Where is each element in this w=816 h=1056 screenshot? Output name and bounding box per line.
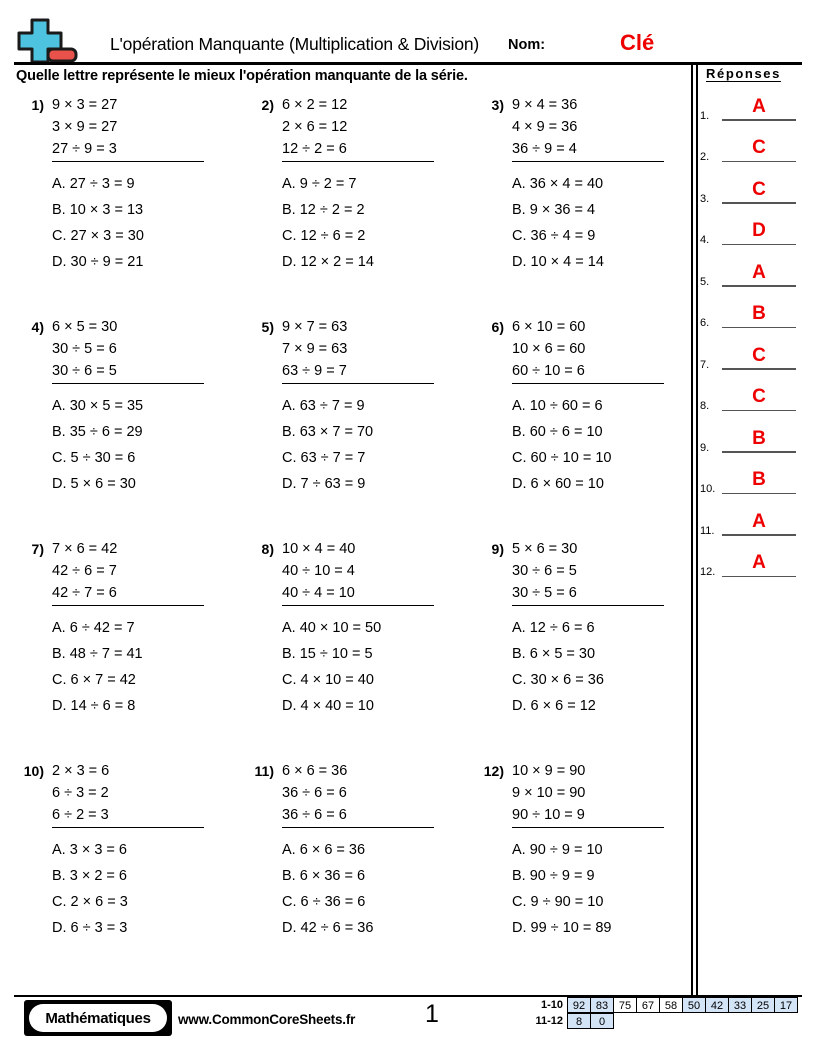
problem-body	[52, 538, 242, 719]
problem-number: 2)	[261, 97, 274, 113]
equation-line: 7 × 9 = 63	[282, 341, 348, 357]
choice-option[interactable]: A. 12 ÷ 6 = 6	[512, 620, 595, 636]
answer-blank-line	[722, 119, 796, 121]
answer-row	[700, 330, 804, 372]
answer-number: 10.	[700, 483, 716, 495]
choice-option[interactable]: D. 14 ÷ 6 = 8	[52, 698, 136, 714]
answer-number: 1.	[700, 109, 710, 122]
choice-list	[52, 393, 242, 497]
equation-line: 9 × 3 = 27	[52, 97, 118, 113]
choice-option[interactable]: A. 10 ÷ 60 = 6	[512, 398, 603, 414]
choice-option[interactable]: A. 6 ÷ 42 = 7	[52, 620, 135, 636]
equation-line: 6 ÷ 3 = 2	[52, 785, 109, 801]
choice-option[interactable]: B. 15 ÷ 10 = 5	[282, 646, 373, 662]
problem-item	[244, 316, 474, 526]
choice-option[interactable]: A. 6 × 6 = 36	[282, 842, 366, 858]
plus-minus-blocks-logo-icon	[14, 16, 86, 68]
directions-text: Quelle lettre représente le mieux l'opération manquante de la série.	[16, 68, 468, 84]
equation-line: 6 × 5 = 30	[52, 319, 118, 335]
choice-option[interactable]: D. 6 × 6 = 12	[512, 698, 596, 714]
choice-option[interactable]: C. 2 × 6 = 3	[52, 894, 128, 910]
score-cell: 33	[728, 997, 752, 1013]
answer-blank-line	[722, 202, 796, 204]
choice-list	[512, 615, 702, 719]
page-title: L'opération Manquante (Multiplication & Division)	[110, 34, 480, 54]
equation-line: 7 × 6 = 42	[52, 541, 118, 557]
equation-line: 42 ÷ 6 = 7	[52, 563, 117, 579]
equation-line: 36 ÷ 6 = 6	[282, 785, 347, 801]
answer-blank-line	[722, 451, 796, 453]
answer-number: 9.	[700, 441, 710, 454]
choice-option[interactable]: C. 9 ÷ 90 = 10	[512, 894, 604, 910]
equation-line: 6 ÷ 2 = 3	[52, 807, 109, 823]
choice-list	[512, 171, 702, 275]
choice-option[interactable]: B. 35 ÷ 6 = 29	[52, 424, 143, 440]
answer-number: 12.	[700, 566, 716, 578]
score-table-row	[532, 1013, 798, 1029]
answers-panel-title: Réponses	[706, 66, 781, 81]
score-cell: 67	[636, 997, 660, 1013]
answer-blank-line	[722, 493, 796, 495]
answer-value: B	[752, 427, 766, 449]
equation-stack	[52, 538, 204, 606]
choice-option[interactable]: B. 10 × 3 = 13	[52, 202, 144, 218]
choice-option[interactable]: C. 27 × 3 = 30	[52, 228, 144, 244]
answer-value: C	[752, 178, 766, 200]
answer-row	[700, 206, 804, 248]
answer-blank-line	[722, 368, 796, 370]
answer-number: 8.	[700, 400, 710, 412]
name-label: Nom:	[508, 37, 546, 53]
score-cell: 92	[567, 997, 591, 1013]
answer-value: D	[752, 220, 766, 241]
score-table	[532, 997, 798, 1029]
answer-row	[700, 81, 804, 123]
equation-line: 30 ÷ 6 = 5	[52, 363, 117, 379]
choice-list	[52, 615, 242, 719]
answer-value: C	[752, 344, 766, 366]
score-cell: 8	[567, 1013, 591, 1029]
choice-option[interactable]: C. 4 × 10 = 40	[282, 672, 374, 688]
problem-item	[244, 538, 474, 748]
answer-number: 4.	[700, 234, 710, 246]
choice-option[interactable]: D. 6 × 60 = 10	[512, 476, 604, 492]
choice-option[interactable]: B. 6 × 5 = 30	[512, 646, 596, 662]
answer-number: 2.	[700, 151, 710, 163]
problem-number: 5)	[261, 319, 274, 335]
problem-item	[14, 94, 244, 304]
choice-list	[52, 837, 242, 941]
page-header	[0, 0, 816, 68]
answer-number: 11.	[700, 524, 715, 537]
score-table-row	[532, 997, 798, 1013]
answers-list	[700, 81, 804, 579]
page-number: 1	[425, 1000, 439, 1028]
score-cell: 83	[590, 997, 614, 1013]
equation-line: 90 ÷ 10 = 9	[512, 807, 585, 823]
equation-line: 6 × 6 = 36	[282, 763, 348, 779]
choice-option[interactable]: D. 4 × 40 = 10	[282, 698, 374, 714]
choice-option[interactable]: B. 3 × 2 = 6	[52, 868, 127, 884]
choice-option[interactable]: C. 36 ÷ 4 = 9	[512, 228, 596, 244]
score-cell: 50	[682, 997, 706, 1013]
problem-body	[282, 94, 472, 275]
problem-item	[474, 538, 704, 748]
equation-line: 10 × 4 = 40	[282, 541, 356, 557]
problem-item	[14, 316, 244, 526]
choice-list	[282, 615, 472, 719]
equation-line: 10 × 9 = 90	[512, 763, 586, 779]
equation-stack	[52, 760, 204, 828]
choice-option[interactable]: D. 6 ÷ 3 = 3	[52, 920, 128, 936]
score-cell: 17	[774, 997, 798, 1013]
problem-body	[512, 316, 702, 497]
choice-list	[282, 171, 472, 275]
choice-option[interactable]: B. 48 ÷ 7 = 41	[52, 646, 143, 662]
equation-stack	[282, 760, 434, 828]
equation-line: 6 × 2 = 12	[282, 97, 348, 113]
equation-stack	[52, 316, 204, 384]
choice-option[interactable]: A. 90 ÷ 9 = 10	[512, 842, 603, 858]
choice-option[interactable]: D. 7 ÷ 63 = 9	[282, 476, 366, 492]
equation-line: 12 ÷ 2 = 6	[282, 141, 347, 157]
answer-value: B	[752, 303, 766, 324]
problem-number: 11)	[254, 763, 274, 779]
answer-number: 5.	[700, 275, 710, 288]
equation-line: 30 ÷ 6 = 5	[512, 563, 577, 579]
equation-line: 42 ÷ 7 = 6	[52, 585, 117, 601]
choice-option[interactable]: D. 10 × 4 = 14	[512, 254, 604, 270]
choice-list	[512, 837, 702, 941]
score-cell: 25	[751, 997, 775, 1013]
choice-option[interactable]: C. 30 × 6 = 36	[512, 672, 604, 688]
problem-number: 6)	[491, 319, 504, 335]
problem-item	[474, 760, 704, 970]
choice-option[interactable]: C. 60 ÷ 10 = 10	[512, 450, 612, 466]
problem-body	[52, 760, 242, 941]
answer-value: A	[752, 95, 766, 117]
choice-list	[52, 171, 242, 275]
problem-item	[244, 94, 474, 304]
choice-option[interactable]: B. 60 ÷ 6 = 10	[512, 424, 603, 440]
choice-option[interactable]: A. 3 × 3 = 6	[52, 842, 127, 858]
answer-blank-line	[722, 327, 796, 329]
choice-option[interactable]: A. 9 ÷ 2 = 7	[282, 176, 357, 192]
problem-number: 4)	[31, 319, 44, 335]
equation-line: 2 × 3 = 6	[52, 763, 110, 779]
problem-row	[0, 538, 690, 760]
problem-body	[52, 94, 242, 275]
score-cell: 0	[590, 1013, 614, 1029]
choice-list	[512, 393, 702, 497]
choice-option[interactable]: A. 30 × 5 = 35	[52, 398, 144, 414]
name-value: Clé	[620, 30, 655, 55]
score-cell: 42	[705, 997, 729, 1013]
score-range-label: 11-12	[535, 1015, 563, 1027]
equation-line: 6 × 10 = 60	[512, 319, 586, 335]
equation-line: 60 ÷ 10 = 6	[512, 363, 585, 379]
choice-option[interactable]: D. 5 × 6 = 30	[52, 476, 136, 492]
problem-row	[0, 760, 690, 982]
equation-line: 5 × 6 = 30	[512, 541, 578, 557]
answer-row	[700, 455, 804, 497]
equation-line: 63 ÷ 9 = 7	[282, 363, 347, 379]
problem-body	[282, 760, 472, 941]
problem-item	[14, 538, 244, 748]
choice-option[interactable]: C. 5 ÷ 30 = 6	[52, 450, 136, 466]
problem-body	[512, 94, 702, 275]
problem-number: 7)	[31, 541, 44, 557]
answer-value: A	[752, 261, 766, 283]
choice-list	[282, 837, 472, 941]
brand-label: Mathématiques	[29, 1004, 167, 1032]
score-range-label: 1-10	[540, 999, 563, 1011]
brand-badge	[24, 1000, 172, 1036]
problem-body	[512, 538, 702, 719]
answer-value: C	[752, 137, 766, 158]
equation-stack	[512, 538, 664, 606]
equation-line: 9 × 4 = 36	[512, 97, 578, 113]
choice-option[interactable]: C. 12 ÷ 6 = 2	[282, 228, 366, 244]
problem-number: 8)	[261, 541, 274, 557]
problem-number: 10)	[23, 763, 44, 779]
equation-line: 9 × 7 = 63	[282, 319, 348, 335]
equation-line: 40 ÷ 4 = 10	[282, 585, 355, 601]
answer-row	[700, 496, 804, 538]
choice-option[interactable]: A. 36 × 4 = 40	[512, 176, 604, 192]
equation-line: 40 ÷ 10 = 4	[282, 563, 355, 579]
answer-number: 6.	[700, 317, 710, 329]
problem-number: 9)	[491, 541, 504, 557]
answer-row	[700, 123, 804, 165]
score-cell: 75	[613, 997, 637, 1013]
problem-number: 12)	[483, 763, 504, 779]
equation-stack	[512, 760, 664, 828]
choice-option[interactable]: D. 99 ÷ 10 = 89	[512, 920, 612, 936]
choice-list	[282, 393, 472, 497]
equation-stack	[282, 316, 434, 384]
answer-value: A	[752, 552, 766, 573]
answer-row	[700, 164, 804, 206]
answer-number: 3.	[700, 192, 710, 205]
equation-stack	[512, 94, 664, 162]
answer-row	[700, 413, 804, 455]
problem-body	[282, 316, 472, 497]
answer-number: 7.	[700, 358, 710, 371]
choice-option[interactable]: D. 30 ÷ 9 = 21	[52, 254, 144, 270]
answers-panel	[700, 66, 804, 579]
problem-body	[52, 316, 242, 497]
equation-line: 3 × 9 = 27	[52, 119, 118, 135]
equation-stack	[282, 538, 434, 606]
problem-number: 1)	[31, 97, 44, 113]
problem-row	[0, 316, 690, 538]
problem-number: 3)	[491, 97, 504, 113]
equation-line: 36 ÷ 9 = 4	[512, 141, 577, 157]
equation-stack	[512, 316, 664, 384]
choice-option[interactable]: C. 6 ÷ 36 = 6	[282, 894, 366, 910]
answer-row	[700, 538, 804, 580]
problem-body	[282, 538, 472, 719]
choice-option[interactable]: B. 63 × 7 = 70	[282, 424, 374, 440]
equation-line: 36 ÷ 6 = 6	[282, 807, 347, 823]
problem-item	[14, 760, 244, 970]
site-url: www.CommonCoreSheets.fr	[178, 1012, 356, 1027]
equation-line: 2 × 6 = 12	[282, 119, 348, 135]
choice-option[interactable]: B. 90 ÷ 9 = 9	[512, 868, 595, 884]
equation-line: 10 × 6 = 60	[512, 341, 586, 357]
answer-blank-line	[722, 410, 796, 412]
answer-row	[700, 289, 804, 331]
choice-option[interactable]: A. 40 × 10 = 50	[282, 620, 382, 636]
equation-line: 9 × 10 = 90	[512, 785, 586, 801]
problem-item	[244, 760, 474, 970]
problem-body	[512, 760, 702, 941]
answer-blank-line	[722, 244, 796, 246]
equation-line: 27 ÷ 9 = 3	[52, 141, 117, 157]
problem-item	[474, 94, 704, 304]
choice-option[interactable]: B. 12 ÷ 2 = 2	[282, 202, 365, 218]
choice-option[interactable]: A. 63 ÷ 7 = 9	[282, 398, 365, 414]
equation-line: 30 ÷ 5 = 6	[52, 341, 117, 357]
answer-blank-line	[722, 161, 796, 163]
problem-row	[0, 94, 690, 316]
score-cell: 58	[659, 997, 683, 1013]
equation-stack	[282, 94, 434, 162]
answer-blank-line	[722, 576, 796, 578]
choice-option[interactable]: B. 9 × 36 = 4	[512, 202, 596, 218]
choice-option[interactable]: D. 42 ÷ 6 = 36	[282, 920, 374, 936]
choice-option[interactable]: D. 12 × 2 = 14	[282, 254, 374, 270]
equation-line: 30 ÷ 5 = 6	[512, 585, 577, 601]
answer-row	[700, 247, 804, 289]
answer-value: A	[752, 510, 766, 532]
problem-item	[474, 316, 704, 526]
equation-line: 4 × 9 = 36	[512, 119, 578, 135]
header-divider	[14, 62, 802, 65]
answer-blank-line	[722, 534, 796, 536]
choice-option[interactable]: C. 63 ÷ 7 = 7	[282, 450, 366, 466]
answer-blank-line	[722, 285, 796, 287]
choice-option[interactable]: A. 27 ÷ 3 = 9	[52, 176, 135, 192]
answer-row	[700, 372, 804, 414]
equation-stack	[52, 94, 204, 162]
choice-option[interactable]: C. 6 × 7 = 42	[52, 672, 136, 688]
answer-value: B	[752, 469, 766, 490]
choice-option[interactable]: B. 6 × 36 = 6	[282, 868, 366, 884]
answer-value: C	[752, 386, 766, 407]
problems-grid	[0, 94, 690, 982]
